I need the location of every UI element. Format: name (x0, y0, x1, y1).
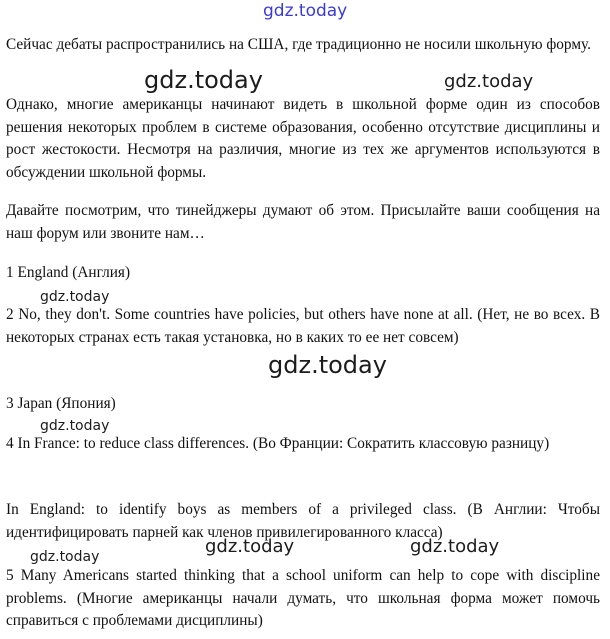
watermark: gdz.today (40, 418, 110, 434)
watermark: gdz.today (30, 549, 100, 565)
watermark-top: gdz.today (263, 1, 348, 21)
answer-2: 2 No, they don't. Some countries have policies, but others have none at all. (Нет, не во всех. В некоторых странах есть такая установка, но в каких то ее нет совсем) (6, 306, 600, 346)
watermark: gdz.today (40, 289, 110, 305)
watermark: gdz.today (205, 536, 295, 557)
answer-3: 3 Japan (Япония) (6, 395, 116, 412)
answer-1: 1 England (Англия) (6, 264, 131, 281)
watermark: gdz.today (268, 351, 387, 379)
answer-4-england: In England: to identify boys as members of a privileged class. (В Англии: Чтобы идентифицировать парней как членов привилегированного класса) (6, 501, 600, 541)
paragraph-americans: Однако, многие американцы начинают видеть в школьной форме один из способов решения некоторых проблем в системе образования, особенно отсутствие дисциплины и рост жестокости. Несмотря на различия, многие из тех же аргументов используются в обсуждении школьной формы. (6, 96, 600, 181)
watermark: gdz.today (444, 71, 534, 92)
watermark: gdz.today (410, 536, 500, 557)
paragraph-intro: Сейчас дебаты распространились на США, где традиционно не носили школьную форму. (6, 36, 591, 53)
answer-5: 5 Many Americans started thinking that a school uniform can help to cope with discipline problems. (Многие американцы начали думать, что школьная форма может помочь справиться с проблемами дисциплины) (6, 567, 600, 629)
answer-4-france: 4 In France: to reduce class differences. (Во Франции: Сократить классовую разницу) (6, 435, 550, 452)
watermark: gdz.today (144, 66, 263, 94)
paragraph-forum: Давайте посмотрим, что тинейджеры думают об этом. Присылайте ваши сообщения на наш форум или звоните нам… (6, 202, 600, 242)
